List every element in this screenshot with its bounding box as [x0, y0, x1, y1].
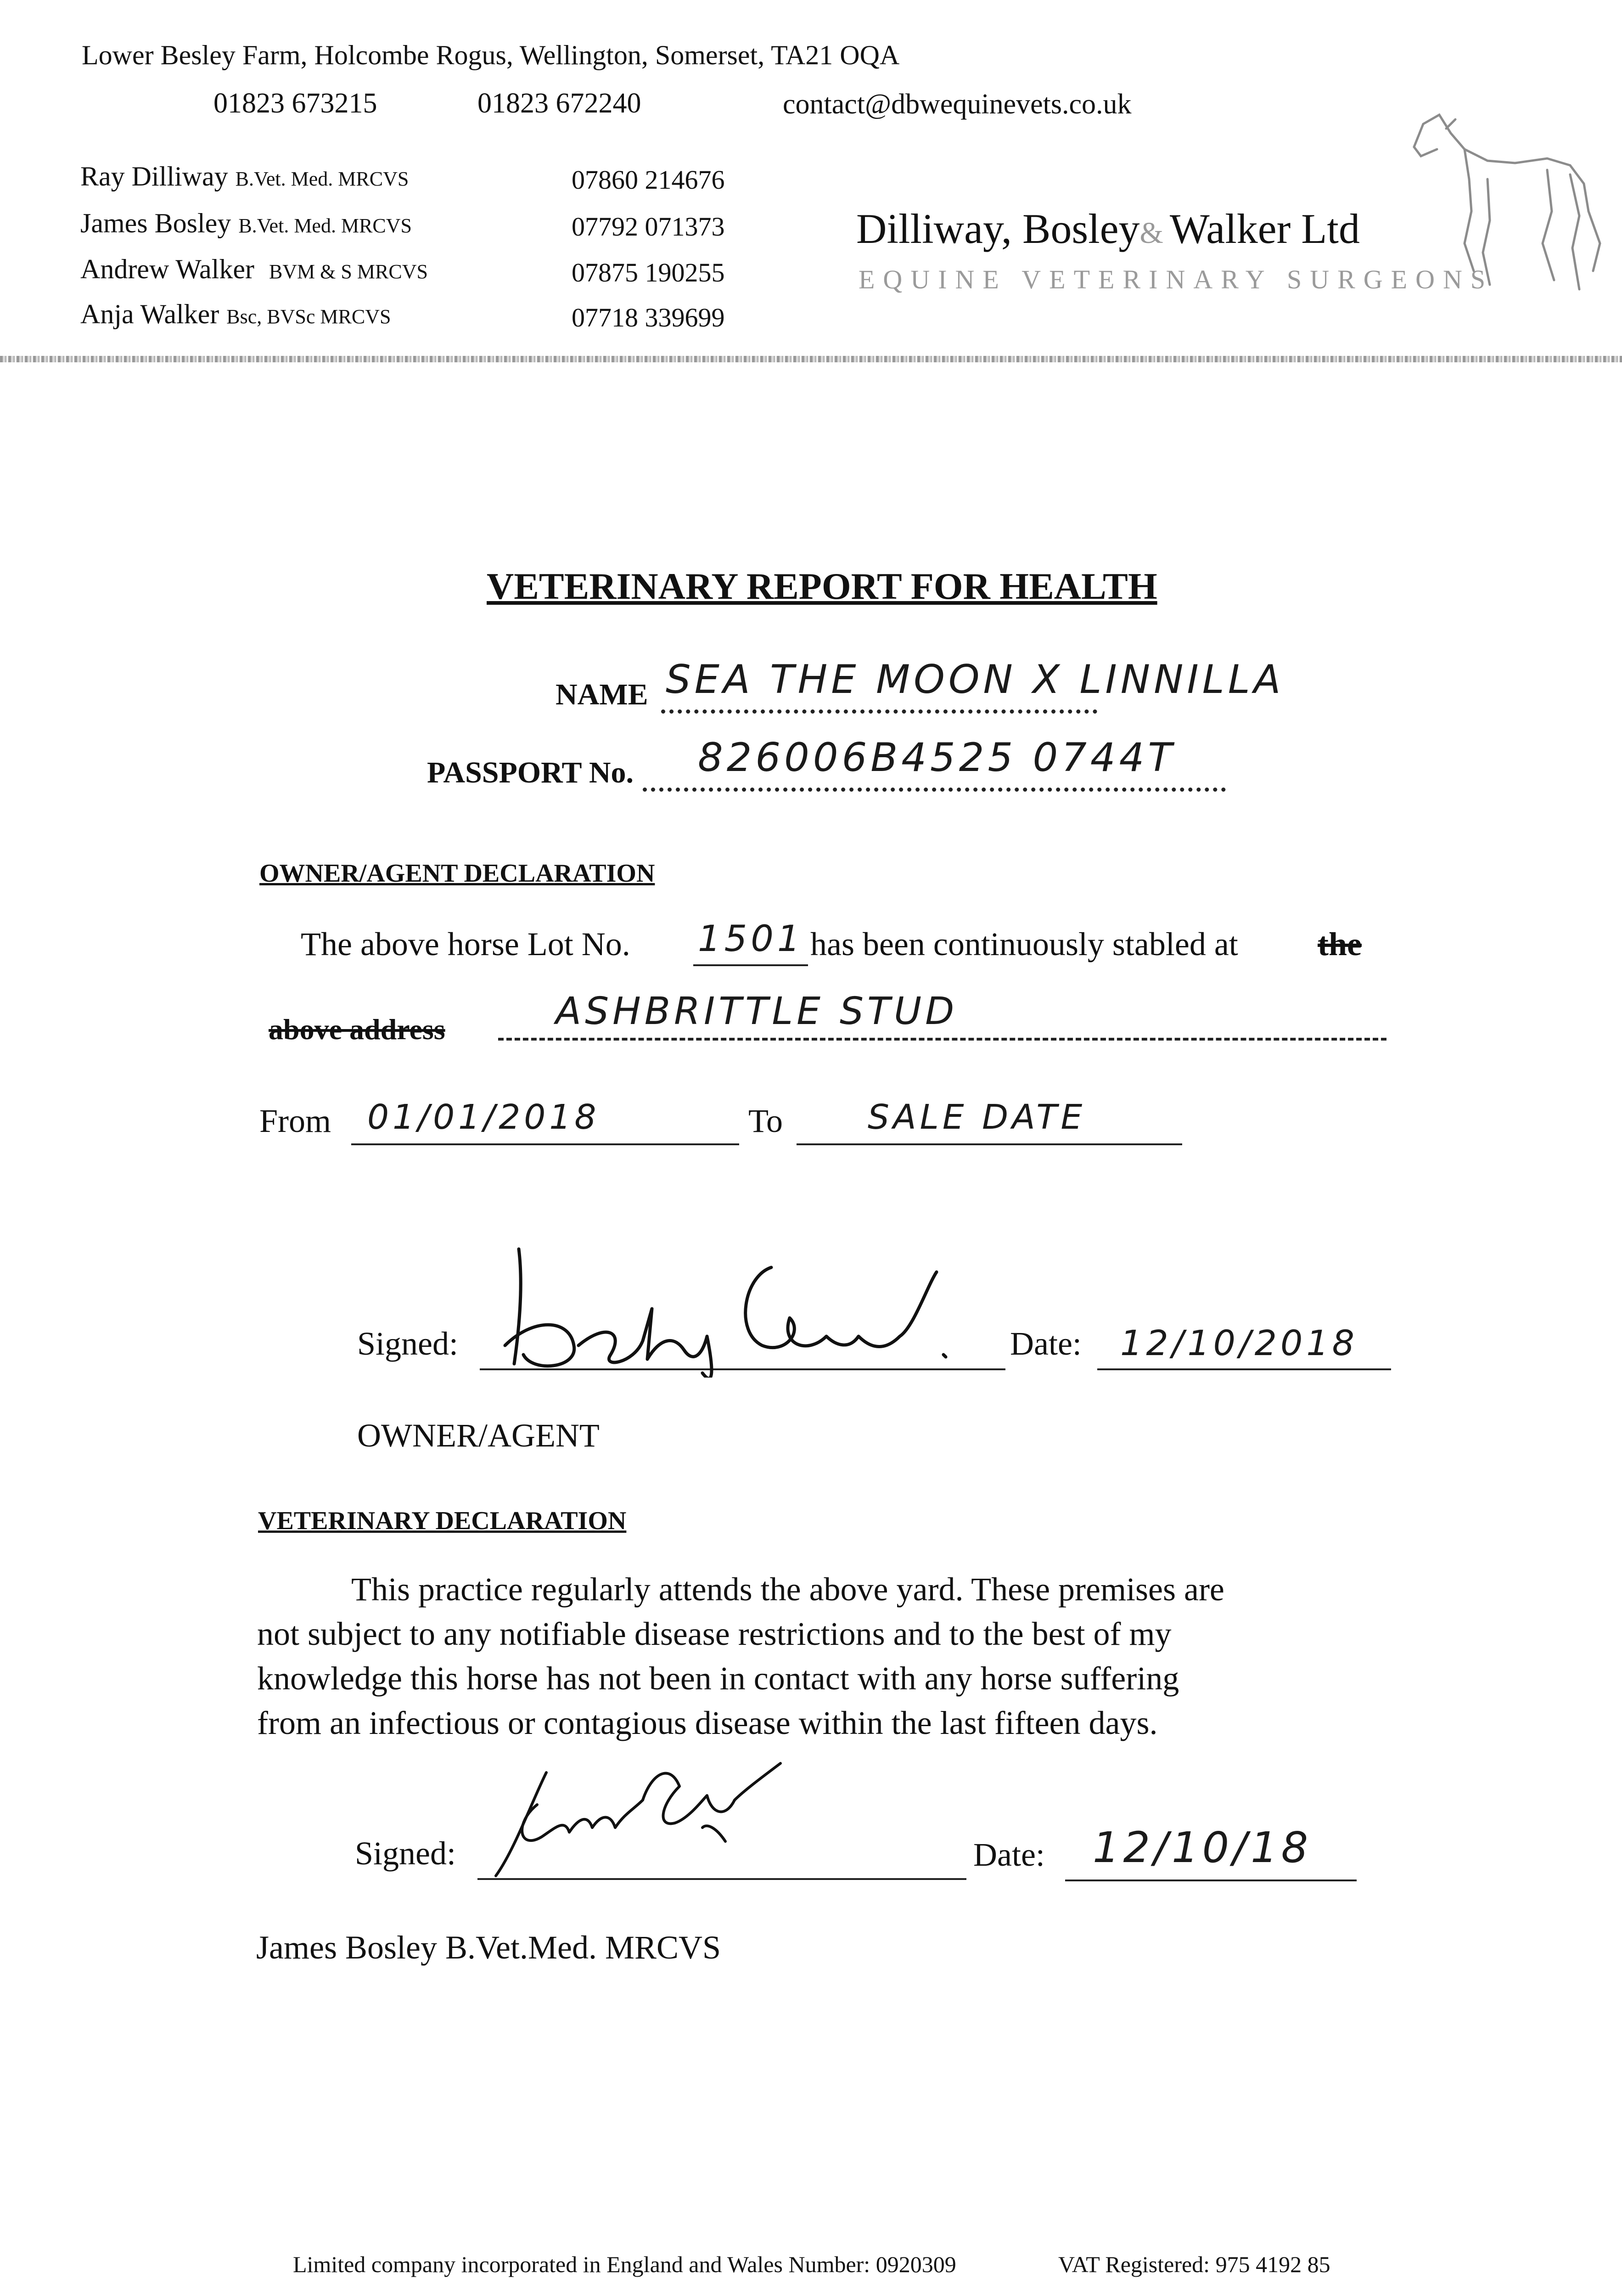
vet-row: [80, 298, 391, 330]
owner-date-label: Date:: [1010, 1325, 1082, 1362]
owner-signature[interactable]: [487, 1240, 969, 1378]
struck-above-address: above address: [269, 1013, 445, 1046]
owner-declaration-heading: OWNER/AGENT DECLARATION: [259, 859, 655, 888]
telephone-2: 01823 672240: [477, 88, 641, 119]
vet-phone: 07718 339699: [572, 303, 725, 332]
to-date-line: [797, 1143, 1182, 1145]
vet-signed-label: Signed:: [355, 1835, 456, 1872]
horse-logo-icon: [1396, 106, 1611, 303]
vet-row: [80, 161, 409, 192]
vet-date-label: Date:: [973, 1836, 1045, 1873]
vet-name: Ray Dilliway: [80, 161, 228, 191]
vet-row: [80, 253, 428, 285]
vet-declaration-line-2: not subject to any notifiable disease restrictions and to the best of my: [257, 1615, 1172, 1652]
vet-declaration-line-3: knowledge this horse has not been in contact with any horse suffering: [257, 1660, 1179, 1697]
lot-text-prefix: The above horse Lot No.: [301, 926, 630, 962]
passport-label: PASSPORT No.: [427, 756, 634, 789]
vet-date-value[interactable]: 12/10/18: [1093, 1823, 1312, 1872]
from-date-value[interactable]: 01/01/2018: [367, 1097, 600, 1137]
vet-declaration-heading: VETERINARY DECLARATION: [258, 1507, 627, 1535]
vet-qualifications: BVM & S MRCVS: [269, 260, 428, 283]
vet-date-line: [1065, 1880, 1357, 1881]
vet-name: James Bosley: [80, 208, 231, 238]
to-date-value[interactable]: SALE DATE: [868, 1097, 1086, 1137]
vet-qualifications: B.Vet. Med. MRCVS: [235, 168, 409, 190]
vet-phone: 07860 214676: [572, 165, 725, 195]
company-tagline: EQUINE VETERINARY SURGEONS: [859, 264, 1494, 294]
company-name: Dilliway, Bosley& Walker Ltd: [856, 205, 1360, 252]
vet-name-footer: James Bosley B.Vet.Med. MRCVS: [256, 1929, 721, 1966]
practice-address: Lower Besley Farm, Holcombe Rogus, Wellington, Somerset, TA21 OQA: [82, 40, 900, 70]
vet-signature[interactable]: [487, 1745, 790, 1887]
vet-phone: 07792 071373: [572, 212, 725, 242]
name-dotted-line: [661, 709, 1097, 714]
lot-number-value[interactable]: 1501: [698, 918, 804, 960]
passport-number-value[interactable]: 826006B4525 0744T: [698, 735, 1176, 781]
passport-dotted-line: [643, 788, 1226, 792]
vat-registration: VAT Registered: 975 4192 85: [1058, 2251, 1330, 2277]
owner-date-value[interactable]: 12/10/2018: [1120, 1322, 1358, 1363]
vet-qualifications: B.Vet. Med. MRCVS: [238, 214, 412, 237]
horse-name-value[interactable]: SEA THE MOON X LINNILLA: [666, 657, 1285, 703]
name-label: NAME: [556, 678, 648, 711]
struck-word-the: the: [1318, 926, 1362, 962]
address-dashed-line: [498, 1038, 1386, 1041]
vet-row: [80, 208, 412, 239]
stable-address-value[interactable]: ASHBRITTLE STUD: [556, 990, 958, 1033]
from-label: From: [259, 1103, 331, 1139]
vet-name: Andrew Walker: [80, 254, 254, 284]
report-title: VETERINARY REPORT FOR HEALTH: [487, 565, 1157, 607]
telephone-1: 01823 673215: [213, 88, 377, 119]
email-link[interactable]: contact@dbwequinevets.co.uk: [783, 89, 1132, 120]
company-registration: Limited company incorporated in England and Wales Number: 0920309: [293, 2251, 956, 2277]
from-date-line: [351, 1143, 739, 1145]
vet-declaration-line-1: This practice regularly attends the above yard. These premises are: [351, 1571, 1224, 1608]
vet-name: Anja Walker: [80, 299, 219, 329]
owner-signed-label: Signed:: [357, 1325, 459, 1362]
lot-number-line: [693, 964, 808, 966]
owner-date-line: [1097, 1368, 1391, 1370]
vet-declaration-line-4: from an infectious or contagious disease within the last fifteen days.: [257, 1705, 1158, 1741]
to-label: To: [748, 1103, 783, 1139]
lot-text-suffix: has been continuously stabled at: [810, 926, 1238, 962]
letterhead-divider: [0, 356, 1622, 362]
vet-phone: 07875 190255: [572, 258, 725, 287]
owner-role: OWNER/AGENT: [357, 1417, 600, 1454]
vet-qualifications: Bsc, BVSc MRCVS: [226, 305, 391, 328]
